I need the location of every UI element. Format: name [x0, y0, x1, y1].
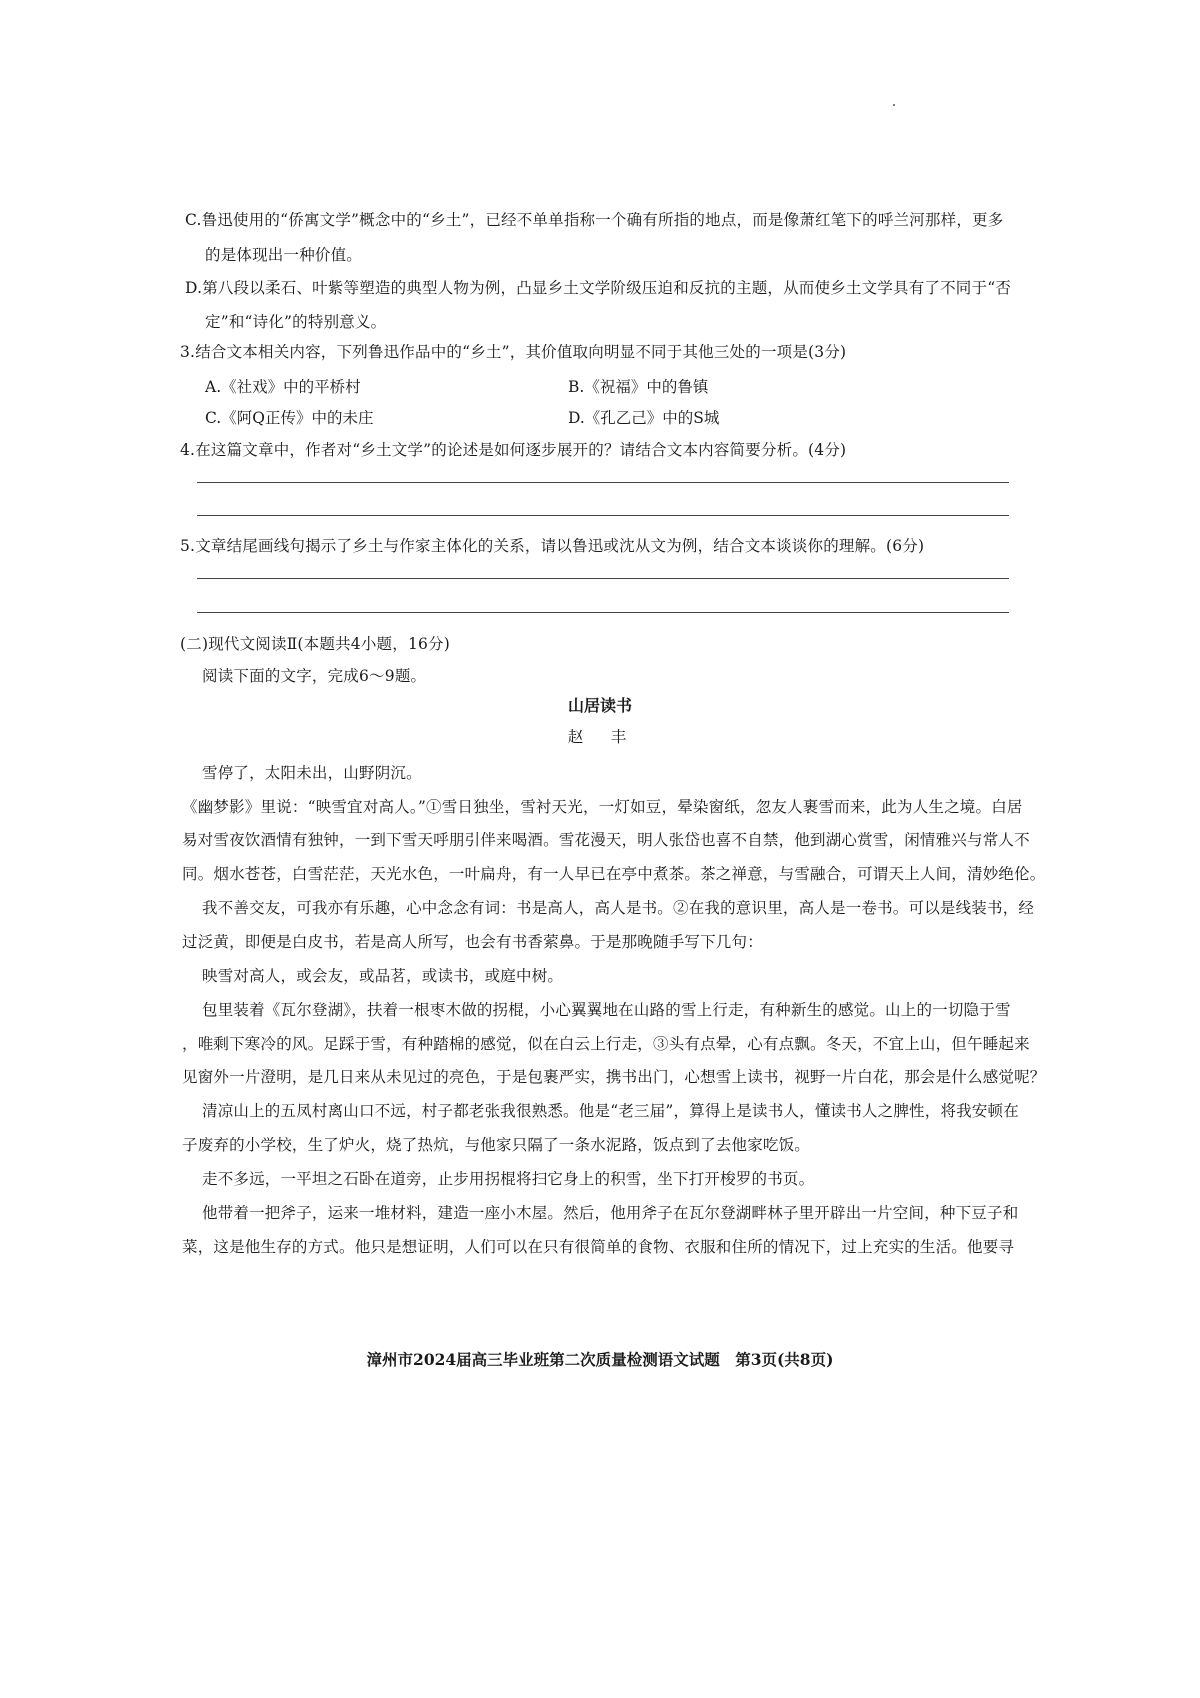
q3-option-d: D.《孔乙己》中的S城: [568, 409, 720, 427]
passage-p5-line3: 见窗外一片澄明，是几日来从未见过的亮色，于是包裹严实，携书出门，心想雪上读书，视野一片白花，那会是什么感觉呢？: [182, 1068, 1046, 1086]
scan-speck: [893, 104, 895, 106]
q4-answer-line-1[interactable]: [197, 482, 1009, 483]
q3-option-c: C.《阿Q正传》中的未庄: [205, 409, 374, 427]
passage-author: 赵 丰: [567, 728, 633, 746]
passage-p2-line2: 易对雪夜饮酒情有独钟，一到下雪天呼朋引伴来喝酒。雪花漫天，明人张岱也喜不自禁，他到湖心赏雪，闲情雅兴与常人不: [182, 831, 1030, 849]
section2-heading: (二)现代文阅读Ⅱ(本题共4小题，16分): [180, 635, 451, 653]
q3-option-a: A.《社戏》中的平桥村: [205, 378, 361, 396]
section2-instruction: 阅读下面的文字，完成6～9题。: [202, 667, 427, 685]
passage-p6-line1: 清凉山上的五凤村离山口不远，村子都老张我很熟悉。他是“老三届”，算得上是读书人，懂读书人之脾性，将我安顿在: [202, 1102, 1019, 1120]
passage-p7: 走不多远，一平坦之石卧在道旁，止步用拐棍将扫它身上的积雪，坐下打开梭罗的书页。: [202, 1170, 815, 1188]
q2-option-d-line1: D.第八段以柔石、叶紫等塑造的典型人物为例，凸显乡土文学阶级压迫和反抗的主题，从而使乡土文学具有了不同于“否: [185, 279, 1012, 297]
passage-p1: 雪停了，太阳未出，山野阴沉。: [202, 764, 422, 782]
passage-title: 山居读书: [567, 696, 632, 715]
passage-p8-line1: 他带着一把斧子，运来一堆材料，建造一座小木屋。然后，他用斧子在瓦尔登湖畔林子里开辟出一片空间，种下豆子和: [202, 1204, 1019, 1222]
q5-answer-line-1[interactable]: [197, 578, 1009, 579]
passage-p5-line2: ，唯剩下寒冷的风。足踩于雪，有种踏棉的感觉，似在白云上行走，③头有点晕，心有点飘。冬天，不宜上山，但午睡起来: [182, 1035, 1030, 1053]
passage-p2-line1: 《幽梦影》里说：“映雪宜对高人。”①雪日独坐，雪衬天光，一灯如豆，晕染窗纸，忽友人裹雪而来，此为人生之境。白居: [182, 798, 1023, 816]
q2-option-c-line2: 的是体现出一种价值。: [205, 246, 363, 264]
q4-stem: 4.在这篇文章中，作者对“乡土文学”的论述是如何逐步展开的？请结合文本内容简要分析。(4分): [180, 441, 847, 459]
passage-p8-line2: 菜，这是他生存的方式。他只是想证明，人们可以在只有很简单的食物、衣服和住所的情况下，过上充实的生活。他要寻: [182, 1238, 1015, 1256]
q2-option-c-line1: C.鲁迅使用的“侨寓文学”概念中的“乡土”，已经不单单指称一个确有所指的地点，而是像萧红笔下的呼兰河那样，更多: [185, 211, 1004, 229]
passage-p4: 映雪对高人，或会友，或品茗，或读书，或庭中树。: [202, 967, 564, 985]
passage-p3-line2: 过泛黄，即便是白皮书，若是高人所写，也会有书香萦鼻。于是那晚随手写下几句：: [182, 933, 763, 951]
passage-p5-line1: 包里装着《瓦尔登湖》，扶着一根枣木做的拐棍，小心翼翼地在山路的雪上行走，有种新生的感觉。山上的一切隐于雪: [202, 1001, 1011, 1019]
q5-stem: 5.文章结尾画线句揭示了乡土与作家主体化的关系，请以鲁迅或沈从文为例，结合文本谈谈你的理解。(6分): [180, 537, 925, 555]
q2-option-d-line2: 定”和“诗化”的特别意义。: [205, 313, 387, 331]
q5-answer-line-2[interactable]: [197, 612, 1009, 613]
passage-p3-line1: 我不善交友，可我亦有乐趣，心中念念有词：书是高人，高人是书。②在我的意识里，高人是一卷书。可以是线装书，经: [202, 899, 1035, 917]
q4-answer-line-2[interactable]: [197, 515, 1009, 516]
passage-p6-line2: 子废弃的小学校，生了炉火，烧了热炕，与他家只隔了一条水泥路，饭点到了去他家吃饭。: [182, 1136, 811, 1154]
q3-option-b: B.《祝福》中的鲁镇: [568, 378, 709, 396]
page-footer: 漳州市2024届高三毕业班第二次质量检测语文试题 第3页(共8页): [366, 1350, 834, 1369]
q3-stem: 3.结合文本相关内容，下列鲁迅作品中的“乡土”，其价值取向明显不同于其他三处的一项是(3分): [180, 343, 847, 361]
passage-p2-line3: 同。烟水苍苍，白雪茫茫，天光水色，一叶扁舟，有一人早已在亭中煮茶。茶之禅意，与雪融合，可谓天上人间，清妙绝伦。: [182, 865, 1046, 883]
